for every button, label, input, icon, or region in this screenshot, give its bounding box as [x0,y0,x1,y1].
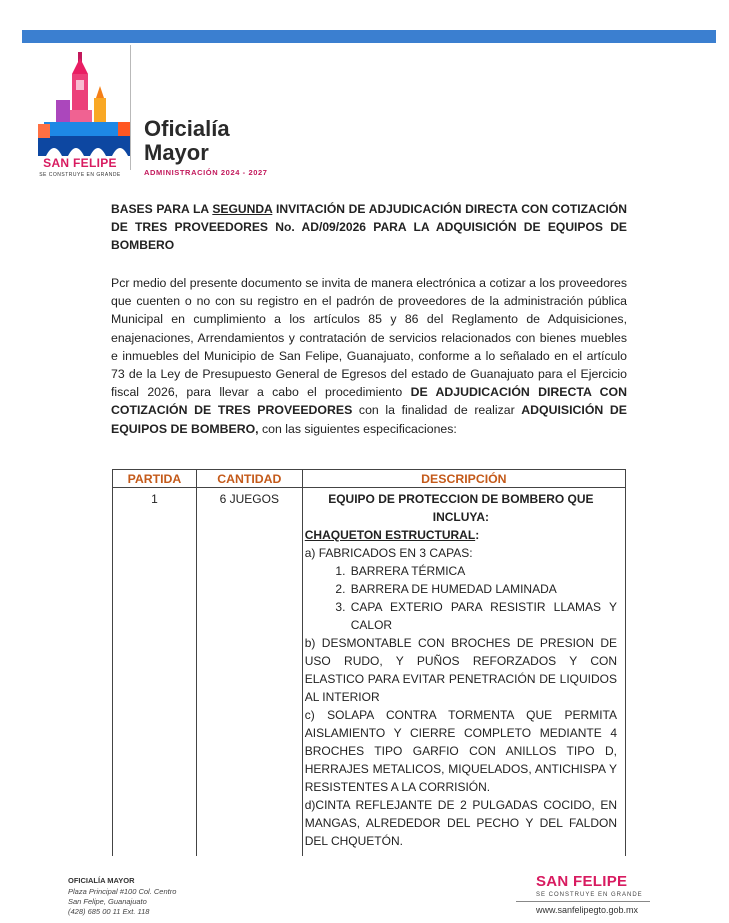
cell-cantidad: 6 JUEGOS [196,488,302,857]
org-title-line2: Mayor [144,140,209,165]
footer-brand-tagline: SE CONSTRUYE EN GRANDE [536,892,643,898]
header-accent-bar [22,30,716,43]
heading-underlined: SEGUNDA [212,202,273,216]
body-bold1: DE ADJUDICACIÓN DIRECTA CON COTIZACIÓN DE TRES PROVEEDORES [111,385,627,418]
table-header-row [113,470,626,488]
section-title-text: CHAQUETON ESTRUCTURAL [304,528,476,542]
org-title [144,117,230,165]
body-bold2: ADQUISICIÓN DE EQUIPOS DE BOMBERO, [111,403,627,436]
layers-list [305,562,617,634]
footer-website-link[interactable]: www.sanfelipegto.gob.mx [536,905,639,915]
header-descripcion: DESCRIPCIÓN [302,470,625,488]
footer-phone: (428) 685 00 11 Ext. 118 [68,907,150,916]
desc-item-d: d)CINTA REFLEJANTE DE 2 PULGADAS COCIDO, EN MANGAS, ALREDEDOR DEL PECHO Y DEL FALDON DEL CHQUETÓN. [304,798,617,848]
body-text1: Pcr medio del presente documento se invita de manera electrónica a cotizar a los proveedores que cuenten o no con su registro en el padrón de proveedores de la administración pública Municipal en cumplimiento a los artículos 85 y 86 del Reglamento de Adquisiciones, enajenaciones, Arrendamientos y contratación de servicios relacionados con bienes muebles e inmuebles del Municipio de San Felipe, Guanajuato, conforme a lo señalado en el artículo 73 de la Ley de Presupuesto General de Egresos del estado de Guanajuato para el Ejercicio fiscal 2026, para llevar a cabo el procedimiento [111,276,627,400]
heading-part2: INVITACIÓN DE ADJUDICACIÓN DIRECTA CON COTIZACIÓN DE TRES PROVEEDORES No. AD/09/2026 PARA LA ADQUISICIÓN DE EQUIPOS DE BOMBERO [111,202,628,252]
body-text3: con las siguientes especificaciones: [258,421,457,436]
header-partida: PARTIDA [113,470,197,488]
footer-address2: San Felipe, Guanajuato [68,897,147,906]
footer-divider [516,901,650,902]
body-paragraph [111,274,627,438]
section-colon: : [475,528,480,542]
body-text2: con la finalidad de realizar [352,403,522,418]
header-cantidad: CANTIDAD [196,470,302,488]
org-title-line1: Oficialía [144,116,230,141]
desc-section-title [305,526,617,544]
footer-title: OFICIALÍA MAYOR [68,876,135,885]
header-divider [130,45,131,170]
desc-item-b: b) DESMONTABLE CON BROCHES DE PRESION DE USO RUDO, Y PUÑOS REFORZADOS Y CON ELASTICO PARA EVITAR PENETRACIÓN DE LIQUIDOS AL INTERIOR [304,636,617,704]
desc-item-c: c) SOLAPA CONTRA TORMENTA QUE PERMITA AISLAMIENTO Y CIERRE COMPLETO MEDIANTE 4 BROCHES TIPO GARFIO CON ANILLOS TIPO D, HERRAJES METALICOS, MIQUELADOS, ANTICHISPA Y RESISTENTES A LA CORRISIÓN. [304,708,617,794]
brand-name: SAN FELIPE [43,156,117,170]
desc-item-a: a) FABRICADOS EN 3 CAPAS: [304,546,473,560]
table-row [113,488,626,857]
administration-period: ADMINISTRACIÓN 2024 - 2027 [144,168,268,177]
list-item: 1. BARRERA TÉRMICA [349,562,617,580]
list-item: 3. CAPA EXTERIO PARA RESISTIR LLAMAS Y CALOR [349,598,617,634]
desc-title: EQUIPO DE PROTECCION DE BOMBERO QUE INCLUYA: [328,492,594,524]
document-heading [111,200,627,254]
footer-address1: Plaza Principal #100 Col. Centro [68,887,177,896]
heading-part1: BASES PARA LA [111,202,213,216]
specification-table [112,469,626,856]
cell-descripcion [302,488,625,857]
list-item: 2. BARRERA DE HUMEDAD LAMINADA [349,580,617,598]
brand-tagline: SE CONSTRUYE EN GRANDE [39,172,121,178]
footer-brand-name: SAN FELIPE [536,873,628,890]
cell-partida: 1 [113,488,197,857]
